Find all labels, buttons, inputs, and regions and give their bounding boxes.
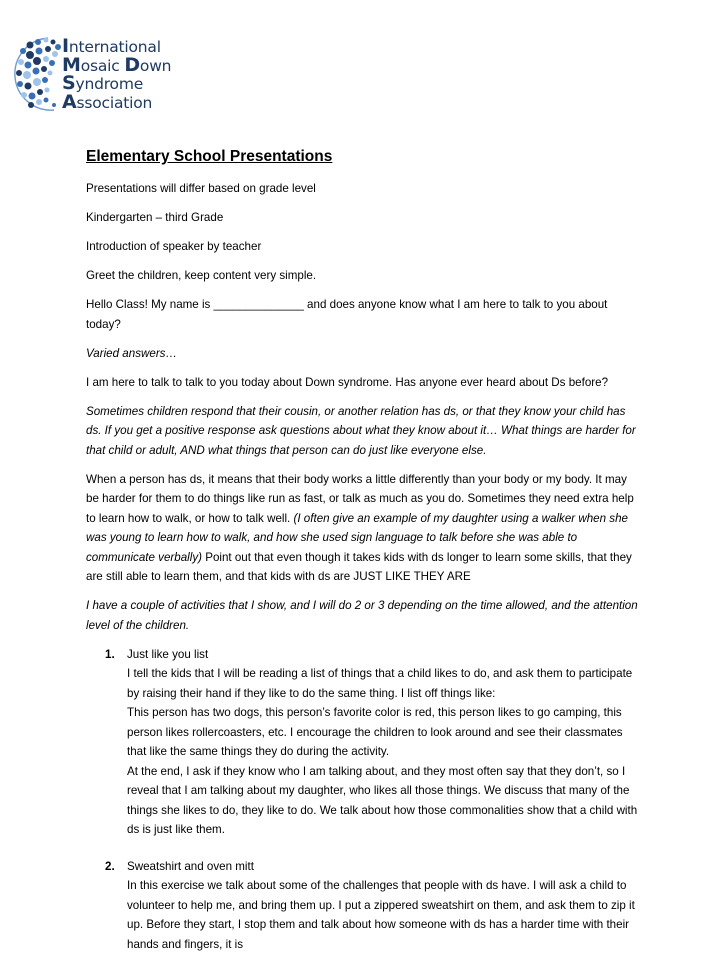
when-text-example: (I often give an example of my daughter using a walker when she was young to learn how to walk, and how she used sign language to talk before she was able to communicate verbally)	[86, 511, 628, 564]
list-item-title: Sweatshirt and oven mitt	[127, 859, 254, 873]
document-body	[86, 146, 638, 971]
paragraph-varied-answers: Varied answers…	[86, 346, 178, 360]
logo-letter: I	[62, 35, 69, 57]
when-text-a: When a person has ds, it means that their body works a little differently than your body or my body. It may be harder for them to do things like run as fast, or talk as much as you do. Sometimes they need extra help to learn how to walk, or how to talk well.	[86, 472, 634, 525]
paragraph-when-a-person	[86, 470, 638, 587]
paragraph-sometimes: Sometimes children respond that their cousin, or another relation has ds, or that they know your child has ds. If you get a positive response ask questions about what they know about it… What things are harder for that child or adult, AND what things that person can do just like everyone else.	[86, 404, 636, 457]
imdsa-logo	[10, 34, 240, 114]
paragraph-introduction: Introduction of speaker by teacher	[86, 240, 262, 253]
when-text-c: Point out that even though it takes kids with ds longer to learn some skills, that they are still able to learn them, and that kids with ds are JUST LIKE THEY ARE	[86, 550, 632, 583]
logo-text-line1: nternational	[68, 38, 161, 56]
list-item-line: In this exercise we talk about some of the challenges that people with ds have. I will ask a child to volunteer to help me, and bring them up. I put a zippered sweatshirt on them, and ask them to zip it up. Before they start, I stop them and talk about how someone with ds has a harder time with their hands and fingers, it is	[127, 879, 635, 951]
logo-text-line2b: own	[139, 56, 172, 75]
paragraph-hello-class: Hello Class! My name is ______________ and does anyone know what I am here to talk to you about today?	[86, 298, 608, 331]
logo-letter: M	[62, 53, 81, 76]
list-number: 2.	[105, 859, 115, 873]
list-number: 1.	[105, 647, 115, 661]
activity-list	[86, 645, 638, 955]
list-item-line: This person has two dogs, this person’s favorite color is red, this person likes to go camping, this person likes rollercoasters, etc. I encourage the children to look around and see their classmates that like the same things they do during the activity.	[127, 706, 623, 758]
paragraph-grades: Kindergarten – third Grade	[86, 211, 224, 224]
list-item-line: At the end, I ask if they know who I am talking about, and they most often say that they don’t, so I reveal that I am talking about my daughter, who likes all those things. We discuss that many of the things she likes to do, they like to do. We talk about how those commonalities show that a child with ds is just like them.	[127, 764, 638, 836]
logo-text-line2c: yndrome	[75, 75, 144, 93]
list-item	[86, 645, 638, 840]
logo-wordmark	[62, 35, 240, 113]
paragraph-grade-level: Presentations will differ based on grade level	[86, 182, 316, 195]
list-item-title: Just like you list	[127, 647, 209, 661]
logo-text-line3: ssociation	[76, 93, 153, 112]
list-item	[86, 857, 638, 955]
paragraph-greet: Greet the children, keep content very simple.	[86, 269, 317, 282]
logo-letter: D	[124, 53, 140, 76]
logo-text-line2a: osaic	[80, 56, 125, 75]
logo-letter: A	[62, 90, 77, 113]
paragraph-activities: I have a couple of activities that I show, and I will do 2 or 3 depending on the time allowed, and the attention level of the children.	[86, 599, 638, 632]
logo-letter: S	[62, 72, 76, 94]
list-item-line: I tell the kids that I will be reading a list of things that a child likes to do, and ask them to participate by raising their hand if they like to do the same thing. I list off things like:	[127, 667, 633, 700]
paragraph-intro-ds: I am here to talk to talk to you today about Down syndrome. Has anyone ever heard about Ds before?	[86, 375, 609, 389]
page-title: Elementary School Presentations	[86, 148, 333, 165]
